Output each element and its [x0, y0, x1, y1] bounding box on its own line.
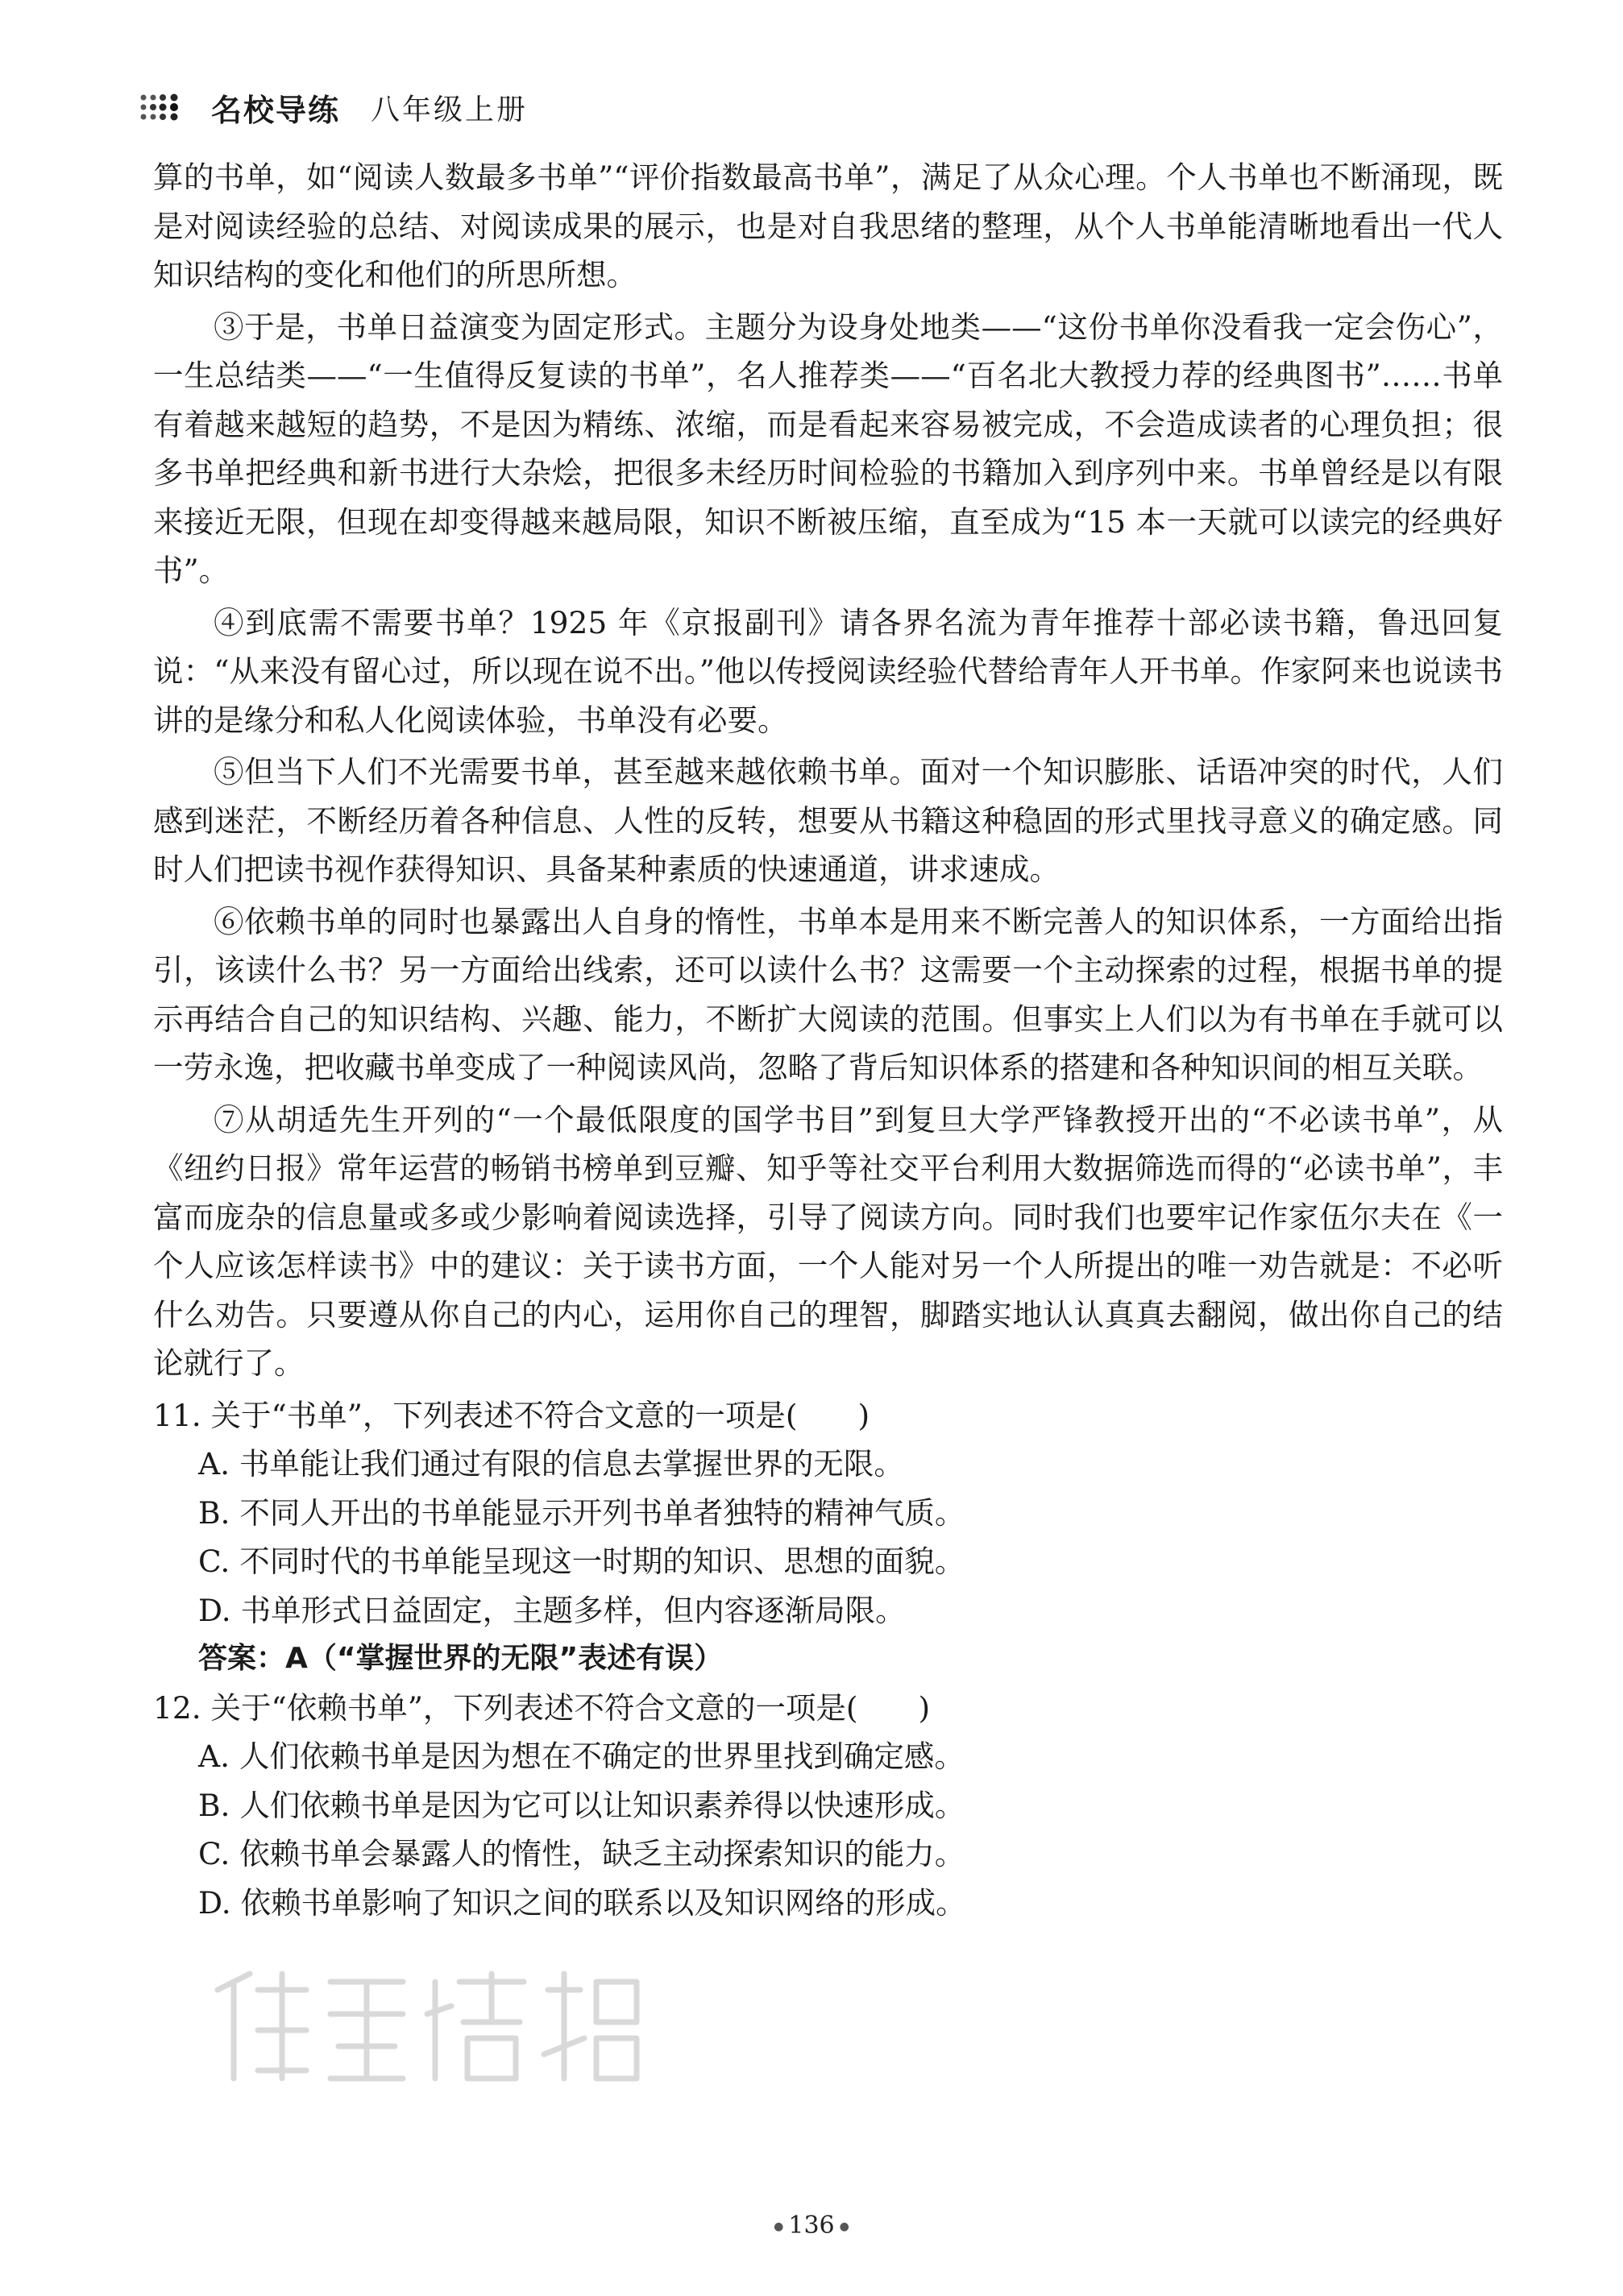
passage-paragraph: ⑤但当下人们不光需要书单，甚至越来越依赖书单。面对一个知识膨胀、话语冲突的时代，人们感到迷茫，不断经历着各种信息、人性的反转，想要从书籍这种稳固的形式里找寻意义的确定感。同时人们把读书视作获得知识、具备某种素质的快速通道，讲求速成。 [153, 754, 1503, 887]
series-title: 名校导练 [211, 92, 341, 128]
watermark-logo [201, 1958, 653, 2095]
question-stem: 12. 关于“依赖书单”，下列表述不符合文意的一项是( ) [153, 1689, 931, 1726]
page-number: 136 [788, 2211, 835, 2240]
option-a: A. 书单能让我们通过有限的信息去掌握世界的无限。 [198, 1446, 904, 1482]
option-b: B. 人们依赖书单是因为它可以让知识素养得以快速形成。 [198, 1787, 965, 1823]
passage-paragraph: 算的书单，如“阅读人数最多书单”“评价指数最高书单”，满足了从众心理。个人书单也不断涌现，既是对阅读经验的总结、对阅读成果的展示，也是对自我思绪的整理，从个人书单能清晰地看出一代人知识结构的变化和他们的所思所想。 [153, 160, 1503, 292]
option-c: C. 依赖书单会暴露人的惰性，缺乏主动探索知识的能力。 [198, 1836, 965, 1871]
decor-dot-icon: ● [839, 2220, 849, 2233]
passage-paragraph: ③于是，书单日益演变为固定形式。主题分为设身处地类——“这份书单你没看我一定会伤心”，一生总结类——“一生值得反复读的书单”，名人推荐类——“百名北大教授力荐的经典图书”……书单有着越来越短的趋势，不是因为精练、浓缩，而是看起来容易被完成，不会造成读者的心理负担；很多书单把经典和新书进行大杂烩，把很多未经历时间检验的书籍加入到序列中来。书单曾经是以有限来接近无限，但现在却变得越来越局限，知识不断被压缩，直至成为“15 本一天就可以读完的经典好书”。 [153, 309, 1503, 588]
page-content [153, 153, 1503, 1927]
question-12 [153, 1684, 1503, 1928]
decor-dot-icon: ● [774, 2220, 784, 2233]
question-11 [153, 1391, 1503, 1684]
option-d: D. 依赖书单影响了知识之间的联系以及知识网络的形成。 [198, 1884, 966, 1921]
passage-paragraph: ⑦从胡适先生开列的“一个最低限度的国学书目”到复旦大学严锋教授开出的“不必读书单”，从《纽约日报》常年运营的畅销书榜单到豆瓣、知乎等社交平台利用大数据筛选而得的“必读书单”，丰富而庞杂的信息量或多或少影响着阅读选择，引导了阅读方向。同时我们也要牢记作家伍尔夫在《一个人应该怎样读书》中的建议：关于读书方面，一个人能对另一个人所提出的唯一劝告就是：不必听什么劝告。只要遵从你自己的内心，运用你自己的理智，脚踏实地认认真真去翻阅，做出你自己的结论就行了。 [153, 1101, 1503, 1381]
option-d: D. 书单形式日益固定，主题多样，但内容逐渐局限。 [198, 1592, 906, 1628]
answer-line: 答案：A（“掌握世界的无限”表述有误） [198, 1642, 724, 1675]
passage-paragraph: ④到底需不需要书单？1925 年《京报副刊》请各界名流为青年推荐十部必读书籍，鲁迅回复说：“从来没有留心过，所以现在说不出。”他以传授阅读经验代替给青年人开书单。作家阿来也说读书讲的是缘分和私人化阅读体验，书单没有必要。 [153, 604, 1503, 738]
option-c: C. 不同时代的书单能呈现这一时期的知识、思想的面貌。 [198, 1544, 965, 1579]
page-header [139, 87, 528, 127]
option-a: A. 人们依赖书单是因为想在不确定的世界里找到确定感。 [198, 1739, 965, 1774]
question-stem: 11. 关于“书单”，下列表述不符合文意的一项是( ) [153, 1397, 870, 1433]
page-footer [0, 2211, 1623, 2240]
option-b: B. 不同人开出的书单能显示开列书单者独特的精神气质。 [198, 1494, 965, 1531]
grade-label: 八年级上册 [371, 93, 529, 126]
dots-icon [139, 91, 201, 123]
passage-paragraph: ⑥依赖书单的同时也暴露出人自身的惰性，书单本是用来不断完善人的知识体系，一方面给出指引，该读什么书？另一方面给出线索，还可以读什么书？这需要一个主动探索的过程，根据书单的提示再结合自己的知识结构、兴趣、能力，不断扩大阅读的范围。但事实上人们以为有书单在手就可以一劳永逸，把收藏书单变成了一种阅读风尚，忽略了背后知识体系的搭建和各种知识间的相互关联。 [153, 903, 1503, 1085]
